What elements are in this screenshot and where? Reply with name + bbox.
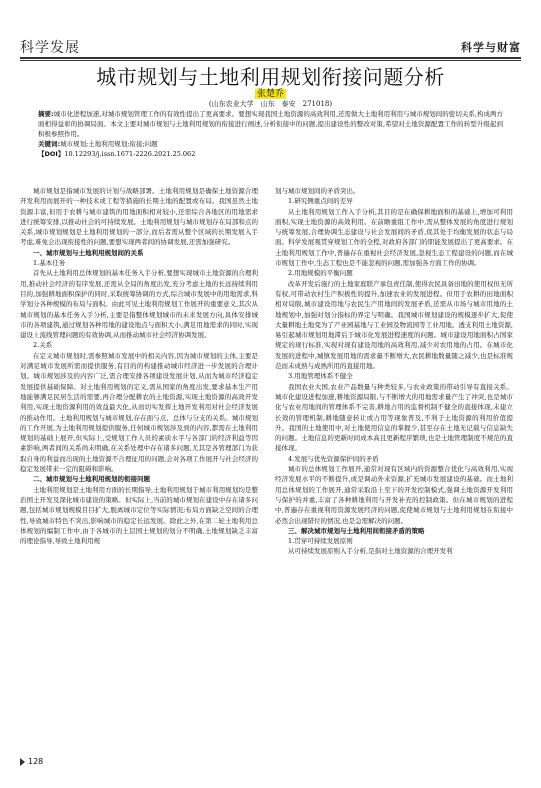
paragraph: 首先从土地利用总体规划的基本任务入手分析,要想实现城市土地资源的合理利用,推动社会经济的有序发展,还需从全局的角度出发,充分考虑土地的长远持续利用目的,加强耕地面积保护的同时,采取统筹协调的方式,综合城市发展中的用地需求,科学划分各种规模的布局与面积。由此可见土地利用规划工作展开的重要意义,其次从城市规划的基本任务入手分析,主要是指整体规划城市的未来发展方向,具体安排城市的各项建筑,通过规划各种用地的建设地点与面积大小,满足用地需求的同时,实现建设上流线管理问题的有效协调,从而推动城市社会经济协调发展。: [20, 269, 258, 340]
paragraph: 从可持续发展原则入手分析,是指对土地资源的合理开发利: [288, 547, 453, 556]
section-heading: 二、城市规划与土地利用规划的衔接问题: [33, 475, 150, 484]
paragraph: 划与城市规划间的矛盾突出。: [275, 187, 360, 195]
affiliation: (山东农业大学 山东 泰安 271018): [208, 100, 333, 108]
article-title: 城市规划与土地利用规划衔接问题分析: [96, 65, 445, 89]
abstract-text: 城市化进程加速,对城市规划管理工作的有效性提出了更高要求。要想实现我国土地资源的高效利用,还需做大土地利用利用与城市规划间的密切关系,构成两方面相得益彰的协调局面。本文主要对城市规划与土地利用规划的衔接进行阐述,分析衔接中的问题,提出建设性的整改对策,希望对土地资源配置工作的转型升级起到积极参照作用。: [38, 110, 503, 138]
page-number: 128: [28, 757, 44, 766]
journal-name: 科学与财富: [461, 41, 521, 54]
subsection-heading: 2.关系: [33, 341, 53, 350]
subsection-heading: 4.发展与优先资源保护间的矛盾: [288, 454, 379, 463]
doi-label: 【DOI】: [38, 150, 65, 158]
keywords-label: 关键词:: [38, 140, 61, 148]
paragraph: 土地利用规划是土地利用方面的长期指导,土地利用规划于城市利用规划均是整治国土开发及深化城市建设的策略。但实际上,当前的城市规划在建设中存在诸多问题,包括城市规划规模目目扩大,脱离城市定位等实际情况;布局方面缺乏空间的合理性,导致城市特色不突出,影响城市的稳定长远发展。除此之外,在第二轮土地利用总体规划的编制工作中,由于各城市的土层国土规划的划分不明确,土地规划缺乏丰富的理论指导,导致土地利用规: [20, 485, 258, 546]
abstract-block: [38, 109, 503, 159]
subsection-heading: 3.用地管理体系不健全: [288, 372, 353, 381]
subsection-heading: 1.贯穿可持续发展原则: [288, 537, 353, 546]
abstract: [38, 109, 503, 139]
paragraph: 在定义城市规划时,需参照城市发展中的相关内容,因为城市规划的主体,主要是对满足城市发展所需而提供服务,有目的的构建推动城市经济进一步发展的合理计划。城市规划涉及的内容广泛,需合理安排各项建设发展计划,从而为城市经济稳定发展提供基础保障。对土地利用规划的定义,需从国家的角度出发,要求基本生产用地能够满足民居生活的需要,再合理分配耕农的土地资源,实现土地资源的高效开发利用,实现土地资源利用的效益最大化,从而切实发挥土地开发利用对社会经济发展的推动作用。土地利用规划与城市规划,存在面与点、总体与分支的关系。城市规划的工作开展,为土地利用规划提供服务,任何城市规划涉及到的内容,都需在土地利用规划的基础上展开,但实际上,受规划工作人员的素质水平与各部门的经济利益等因素影响,两者间的关系尚未明确,在关系处理中存在诸多问题,尤其是各管理部门为获取自身的利益而出现的土地资源不合理征用的问题,会对各项工作展开与社会经济的稳定发展带来一定的阻碍和影响。: [20, 351, 258, 474]
keywords-text: 城市规划;土地利用规划;衔接;问题: [60, 140, 158, 148]
keywords: [38, 139, 503, 149]
body-column-left: [20, 186, 258, 546]
body-column-right: [275, 186, 513, 557]
abstract-label: 摘要:: [38, 110, 54, 118]
paragraph: 我国农业大国,农业产品数量与种类较多,与农业政策的带动引导有直接关系。城市化建设进程加速,耕地资源局限,与不断增大的用地需求量产生了冲突,也是城市化与农业用地间的管理体系不完善,耕地占用的监督机制不健全的直接体现,未建立长效的管理机制,耕地随意转让或占用等现象普及,不利于土地资源的利用价值提升。我国的土地使用中,对土地使用信息的掌握少,甚至存在土地无记载与信息缺失的问题。土地信息的更新时间成本高且更新程序繁琐,也是土地管理制度不规范的直接体现。: [275, 382, 513, 453]
paragraph: 城市规划是指城市发展的计划与战略部署。土地利用规划是确保土地资源合理开发利用而展开的一种技术或工程等措施的长期土地的配置或布局。我国虽然土地资源丰富,但用于农耕与城市建筑的用地面积相对较小,还需综合各地区的用地需求进行统筹安排,以推动社会的可持续发展。土地利用规划与城市规划存在局部和点的关系,城市规划规划是土地利用规划的一部分,而后者需从整个区域的长期发展入手考虑,难免会出现衔接性的问题,要想实现两者间的协调发展,还需加强研究。: [20, 187, 258, 247]
paragraph: 从土地利用规划工作入手分析,其目的是在确保耕地面积的基础上,增加可利用面积,实现土地资源的高效利用。在前瞻重组工作中,需从整体发展的角度进行规划与统筹发展,合理协调生态建设与社会发展间的矛盾,促其处于均衡发展的状态与局面。科学发展观贯穿规划工作的全程,对政府各部门的职能发展提出了更高要求。在土地利用规划工作中,普遍存在重视社会经济发展,忽视生态工程建设的问题,而在城市规划工作中,生态工程也是不能忽视的问题,需加强各方面工作的协调。: [275, 207, 513, 268]
page-marker-icon: [20, 758, 25, 766]
author-name: 张楚乔: [256, 89, 284, 99]
page-footer: [20, 757, 43, 766]
subsection-heading: 1.基本任务: [33, 259, 66, 268]
author: [0, 86, 541, 99]
section-heading: 三、解决城市规划与土地利用间衔接矛盾的策略: [288, 526, 425, 535]
journal-section-title: 科学发展: [20, 40, 80, 56]
header-rule: [20, 57, 521, 59]
subsection-heading: 2.用地规模的平衡问题: [288, 269, 353, 278]
section-heading: 一、城市规划与土地利用规划间的关系: [33, 248, 144, 257]
paragraph: 改革开发后施行的土地家庭联产承包责任制,使得农民具备田地的使用权但无所有权,可带动农村生产积极性的提升,加速农业的发展进程。但用于农耕的田地面积相对局限,城市建设用地与农民生产用地间的发展矛盾,还需从市场与城市用地的土地规划中,加强对划分指标的界定与明确。我国城市规划建设的规模逐步扩大,促使大量耕地土地变为了产业园基地与工业园及物流园等工业用地。透支利用土地资源,易引起城市规划用地滞后于城市化发展进程速度的问题。城市建设用地面积占国家规定的现行标准,实现对现有建设用地的高效利用,减少对农用地的占用。在城市化发展的进程中,城镇发展用地的需求量不断增大,农民耕地数量随之减少,也是标准规范而未成熟与成熟所用的直接用地。: [275, 279, 513, 371]
subsection-heading: 1.研究侧重点间的差异: [288, 197, 353, 206]
doi-text: 10.12293/j.issn.1671-2226.2021.25.062: [64, 150, 196, 158]
paragraph: 城市的总体规划工作展开,通常对现有区域内的资源整合优化与高效利用,实现经济发展水平的不断提升,或是调动外来资源,扩充城市发展建设的基础。而土地利用总体规划的工作展开,通常采取沿上至下的开发控制模式,强调土地资源开发利用与保护的并重,丰富了各种耕地利用与开发补充的控制政策。但在城市规划的进程中,普遍存在重视利用资源发展经济的问题,促使城市规划与土地利用规划在衔接中必然会出现错位的情况,也是急需解决的问题。: [275, 465, 513, 525]
doi: [38, 149, 503, 159]
